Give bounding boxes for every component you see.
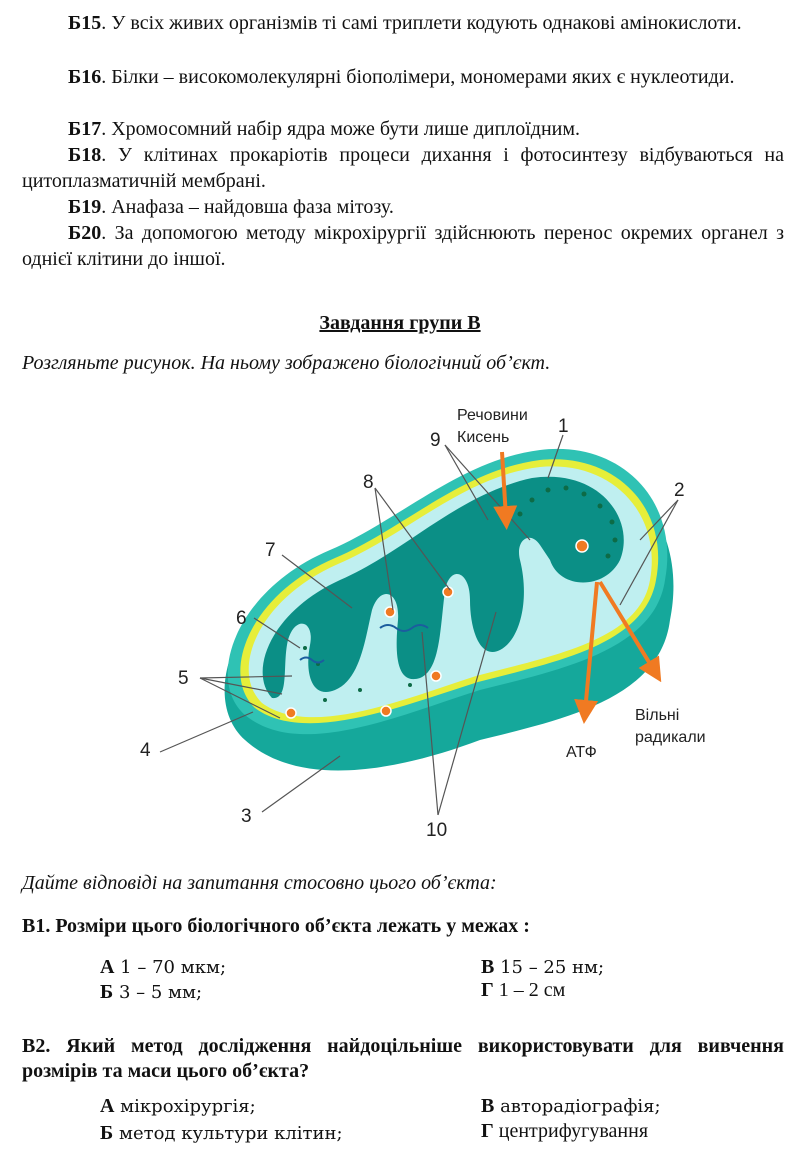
option-text: метод культури клітин; (113, 1123, 343, 1144)
label-1: 1 (558, 416, 569, 437)
question-v1-option-b (100, 981, 202, 1004)
option-letter: В (481, 1095, 495, 1117)
option-letter: Б (100, 981, 114, 1003)
question-v2-option-a (100, 1095, 256, 1118)
label-free: Вільні (635, 707, 680, 724)
question-v1-title: В1. Розміри цього біологічного об’єкта лежать у межах : (22, 915, 530, 937)
section-title: Завдання групи В (319, 312, 481, 334)
option-letter: Г (481, 979, 494, 1001)
label-8: 8 (363, 472, 374, 493)
statement-text: . У клітинах прокаріотів процеси дихання і фотосинтезу відбуваються на цитоплазматичній мембрані. (22, 144, 784, 192)
label-oxygen: Кисень (457, 429, 510, 446)
statement-text: . Анафаза – найдовша фаза мітозу. (101, 196, 394, 218)
option-text: мікрохірургія; (114, 1096, 256, 1117)
label-6: 6 (236, 608, 247, 629)
label-7: 7 (265, 540, 276, 561)
option-text: 3 – 5 мм; (113, 982, 203, 1003)
question-v2-option-g (481, 1120, 648, 1143)
option-letter: Г (481, 1120, 494, 1142)
statement-id: Б17 (68, 118, 102, 140)
question-v2-option-v (481, 1095, 661, 1118)
question-v1-option-v (481, 956, 604, 979)
statement-id: Б15 (68, 12, 102, 34)
label-2: 2 (674, 480, 685, 501)
statement-text: . У всіх живих організмів ті самі триплети кодують однакові амінокислоти. (101, 12, 742, 34)
option-text: 1 – 70 мкм; (114, 957, 227, 978)
statement-id: Б16 (68, 66, 102, 88)
option-letter: В (481, 956, 495, 978)
statement-id: Б18 (68, 144, 102, 166)
statement-text: . За допомогою методу мікрохірургії здійснюють перенос окремих органел з однієї клітини до іншої. (22, 222, 784, 270)
option-text: 15 – 25 нм; (494, 957, 605, 978)
label-3: 3 (241, 806, 252, 827)
option-letter: А (100, 956, 115, 978)
section-followup: Дайте відповіді на запитання стосовно цього об’єкта: (22, 872, 497, 894)
label-atp: АТФ (566, 744, 597, 761)
statement-b16 (22, 64, 784, 90)
statement-id: Б20 (68, 222, 102, 244)
statement-id: Б19 (68, 196, 102, 218)
mitochondrion-figure (120, 395, 740, 855)
statement-b17 (22, 116, 784, 142)
statement-b19 (22, 194, 784, 220)
section-intro: Розгляньте рисунок. На ньому зображено біологічний об’єкт. (22, 352, 551, 374)
option-letter: А (100, 1095, 115, 1117)
option-text: центрифугування (493, 1120, 649, 1142)
option-text: 1 – 2 см (493, 979, 566, 1001)
label-5: 5 (178, 668, 189, 689)
question-v1-option-g (481, 979, 565, 1002)
question-v2-option-b (100, 1122, 343, 1145)
statement-b18 (22, 142, 784, 194)
label-substances: Речовини (457, 407, 528, 424)
statement-text: . Хромосомний набір ядра може бути лише диплоїдним. (101, 118, 581, 140)
statement-b15 (22, 10, 784, 36)
option-letter: Б (100, 1122, 114, 1144)
statement-text: . Білки – високомолекулярні біополімери, мономерами яких є нуклеотиди. (101, 66, 735, 88)
label-4: 4 (140, 740, 151, 761)
label-10: 10 (426, 820, 448, 841)
label-radicals: радикали (635, 729, 706, 746)
option-text: авторадіографія; (494, 1096, 661, 1117)
question-v2-title: В2. Який метод дослідження найдоцільніше використовувати для вивчення розмірів та маси цього об’єкта? (22, 1035, 784, 1082)
question-v1-option-a (100, 956, 226, 979)
label-9: 9 (430, 430, 441, 451)
statement-b20 (22, 220, 784, 272)
